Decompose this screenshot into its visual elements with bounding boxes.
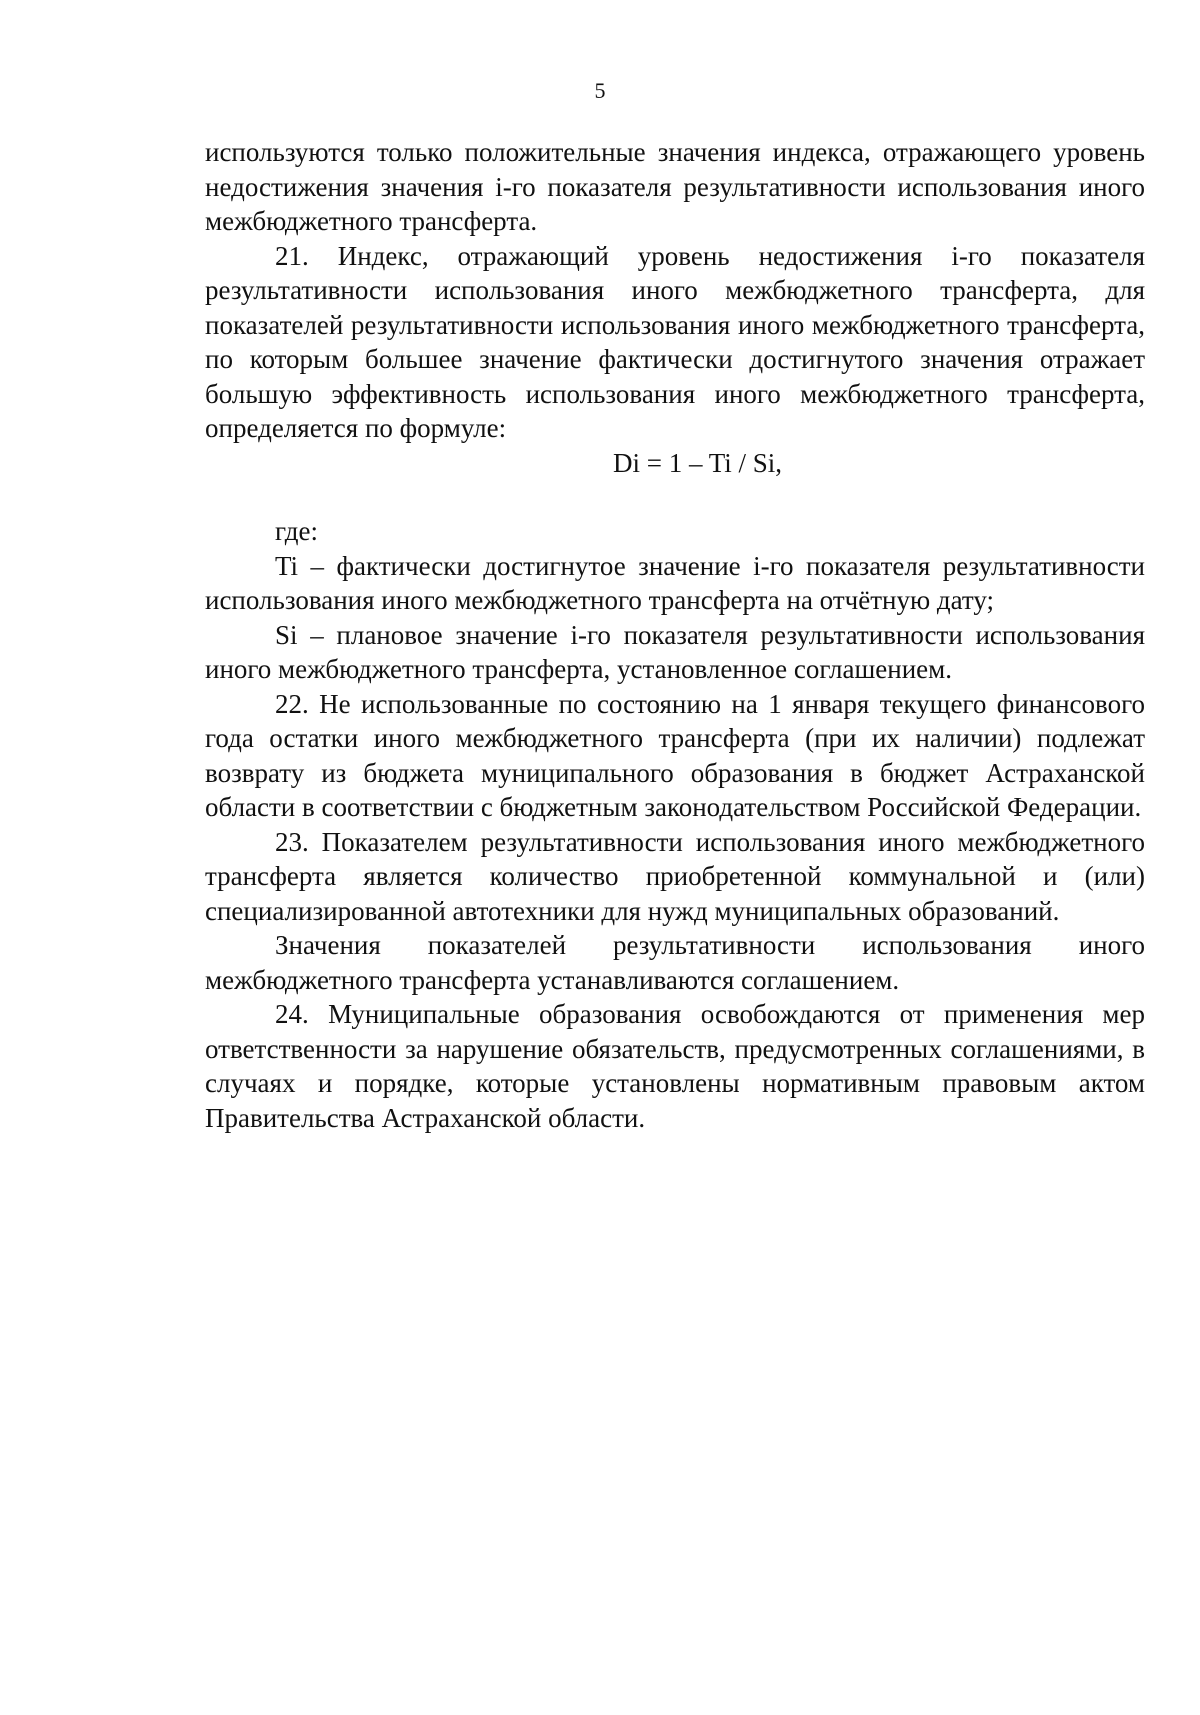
- paragraph-22: 22. Не использованные по состоянию на 1 января текущего финансового года остатки иного межбюджетного трансферта (при их наличии) подлежат возврату из бюджета муниципального образования в бюджет Астраханской области в соответствии с бюджетным законодательством Российской Федерации.: [205, 688, 1145, 822]
- paragraph-24: 24. Муниципальные образования освобождаются от применения мер ответственности за нарушение обязательств, предусмотренных соглашениями, в случаях и порядке, которые установлены нормативным правовым актом Правительства Астраханской области.: [205, 999, 1145, 1133]
- where-label: где:: [275, 516, 318, 546]
- paragraph-23-values: Значения показателей результативности использования иного межбюджетного трансферта устанавливаются соглашением.: [205, 930, 1145, 995]
- paragraph-continuation: используются только положительные значения индекса, отражающего уровень недостижения значения i-го показателя результативности использования иного межбюджетного трансферта.: [205, 137, 1145, 236]
- definition-si: Si – плановое значение i-го показателя результативности использования иного межбюджетного трансферта, установленное соглашением.: [205, 619, 1145, 684]
- paragraph-21: 21. Индекс, отражающий уровень недостижения i-го показателя результативности использования иного межбюджетного трансферта, для показателей результативности использования иного межбюджетного трансферта, по которым большее значение фактически достигнутого значения отражает большую эффективность использования иного межбюджетного трансферта, определяется по формуле:: [205, 240, 1145, 443]
- page-number: 5: [594, 78, 606, 103]
- formula: Di = 1 – Ti / Si,: [613, 447, 783, 478]
- spacer: [205, 480, 1145, 514]
- definition-ti: Ti – фактически достигнутое значение i-го показателя результативности использования иного межбюджетного трансферта на отчётную дату;: [205, 550, 1145, 615]
- document-body: [205, 135, 1145, 1135]
- paragraph-23: 23. Показателем результативности использования иного межбюджетного трансферта является количество приобретенной коммунальной и (или) специализированной автотехники для нужд муниципальных образований.: [205, 826, 1145, 926]
